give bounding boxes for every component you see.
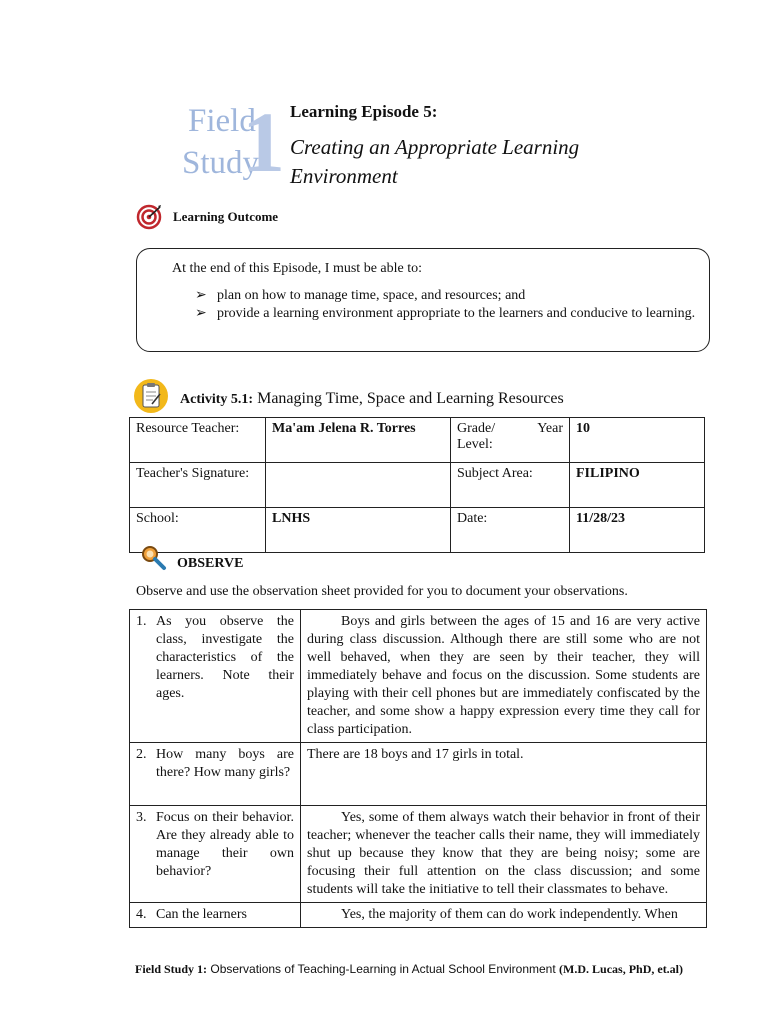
arrow-bullet-icon: ➢ — [195, 306, 207, 321]
subject-area-value: FILIPINO — [570, 463, 705, 508]
signature-value — [266, 463, 451, 508]
answer-cell: There are 18 boys and 17 girls in total. — [301, 743, 707, 806]
footer-authors: (M.D. Lucas, PhD, et.al) — [559, 962, 684, 976]
resource-teacher-label: Resource Teacher: — [130, 418, 266, 463]
grade-level-label: Grade/ Year Level: — [451, 418, 570, 463]
learning-outcome-intro: At the end of this Episode, I must be able to: — [172, 261, 423, 276]
footer-text: Observations of Teaching-Learning in Actual School Environment — [210, 962, 556, 976]
observe-label: OBSERVE — [177, 556, 244, 571]
target-icon — [136, 204, 162, 230]
learning-outcome-list — [195, 287, 697, 323]
page-footer — [135, 962, 683, 977]
activity-title — [180, 390, 564, 408]
outcome-text: provide a learning environment appropriate to the learners and conducive to learning. — [217, 306, 696, 321]
list-item — [195, 287, 697, 305]
logo-word-study: Study — [182, 145, 260, 181]
outcome-text: plan on how to manage time, space, and resources; and — [217, 288, 526, 303]
episode-subtitle: Creating an Appropriate Learning Environment — [290, 135, 580, 188]
clipboard-icon — [131, 378, 171, 414]
date-label: Date: — [451, 508, 570, 553]
resource-teacher-value: Ma'am Jelena R. Torres — [266, 418, 451, 463]
table-row — [130, 418, 705, 463]
signature-label: Teacher's Signature: — [130, 463, 266, 508]
answer-cell: Yes, the majority of them can do work independently. When — [301, 903, 707, 928]
question-cell: 2. How many boys are there? How many girls? — [130, 743, 301, 806]
activity-label: Activity 5.1: — [180, 392, 254, 407]
school-label: School: — [130, 508, 266, 553]
subject-area-label: Subject Area: — [451, 463, 570, 508]
question-cell: 1. As you observe the class, investigate the characteristics of the learners. Note their ages. — [130, 610, 301, 743]
table-row — [130, 903, 707, 928]
answer-cell: Boys and girls between the ages of 15 and 16 are very active during class discussion. Although there are still some who are not well behaved, when they are seen by their teacher, they will immediately behave and focus on the discussion. Some students are playing with their cell phones but are immediately confiscated by the teacher, and some show a happy expression every time they call for class participation. — [301, 610, 707, 743]
observe-intro: Observe and use the observation sheet provided for you to document your observations. — [136, 584, 628, 599]
learning-outcome-label: Learning Outcome — [173, 209, 279, 224]
footer-label: Field Study 1: — [135, 962, 208, 976]
episode-title: Learning Episode 5: — [290, 102, 438, 121]
table-row — [130, 743, 707, 806]
date-value: 11/28/23 — [570, 508, 705, 553]
list-item — [195, 305, 697, 323]
table-row — [130, 610, 707, 743]
activity-name: Managing Time, Space and Learning Resources — [257, 390, 564, 407]
table-row — [130, 463, 705, 508]
table-row — [130, 806, 707, 903]
question-cell: 3. Focus on their behavior. Are they already able to manage their own behavior? — [130, 806, 301, 903]
arrow-bullet-icon: ➢ — [195, 288, 207, 303]
logo-word-field: Field — [188, 103, 256, 139]
info-table — [129, 417, 705, 553]
grade-level-value: 10 — [570, 418, 705, 463]
observation-table — [129, 609, 707, 928]
field-study-logo — [180, 94, 285, 193]
school-value: LNHS — [266, 508, 451, 553]
magnifier-icon — [139, 543, 167, 571]
table-row — [130, 508, 705, 553]
logo-number: 1 — [242, 94, 285, 190]
question-cell: 4. Can the learners — [130, 903, 301, 928]
answer-cell: Yes, some of them always watch their behavior in front of their teacher; whenever the teacher calls their name, they will immediately shut up because they know that they are being noisy; some are focusing their full attention on the class discussion; and some students will take the initiative to tell their classmates to behave. — [301, 806, 707, 903]
